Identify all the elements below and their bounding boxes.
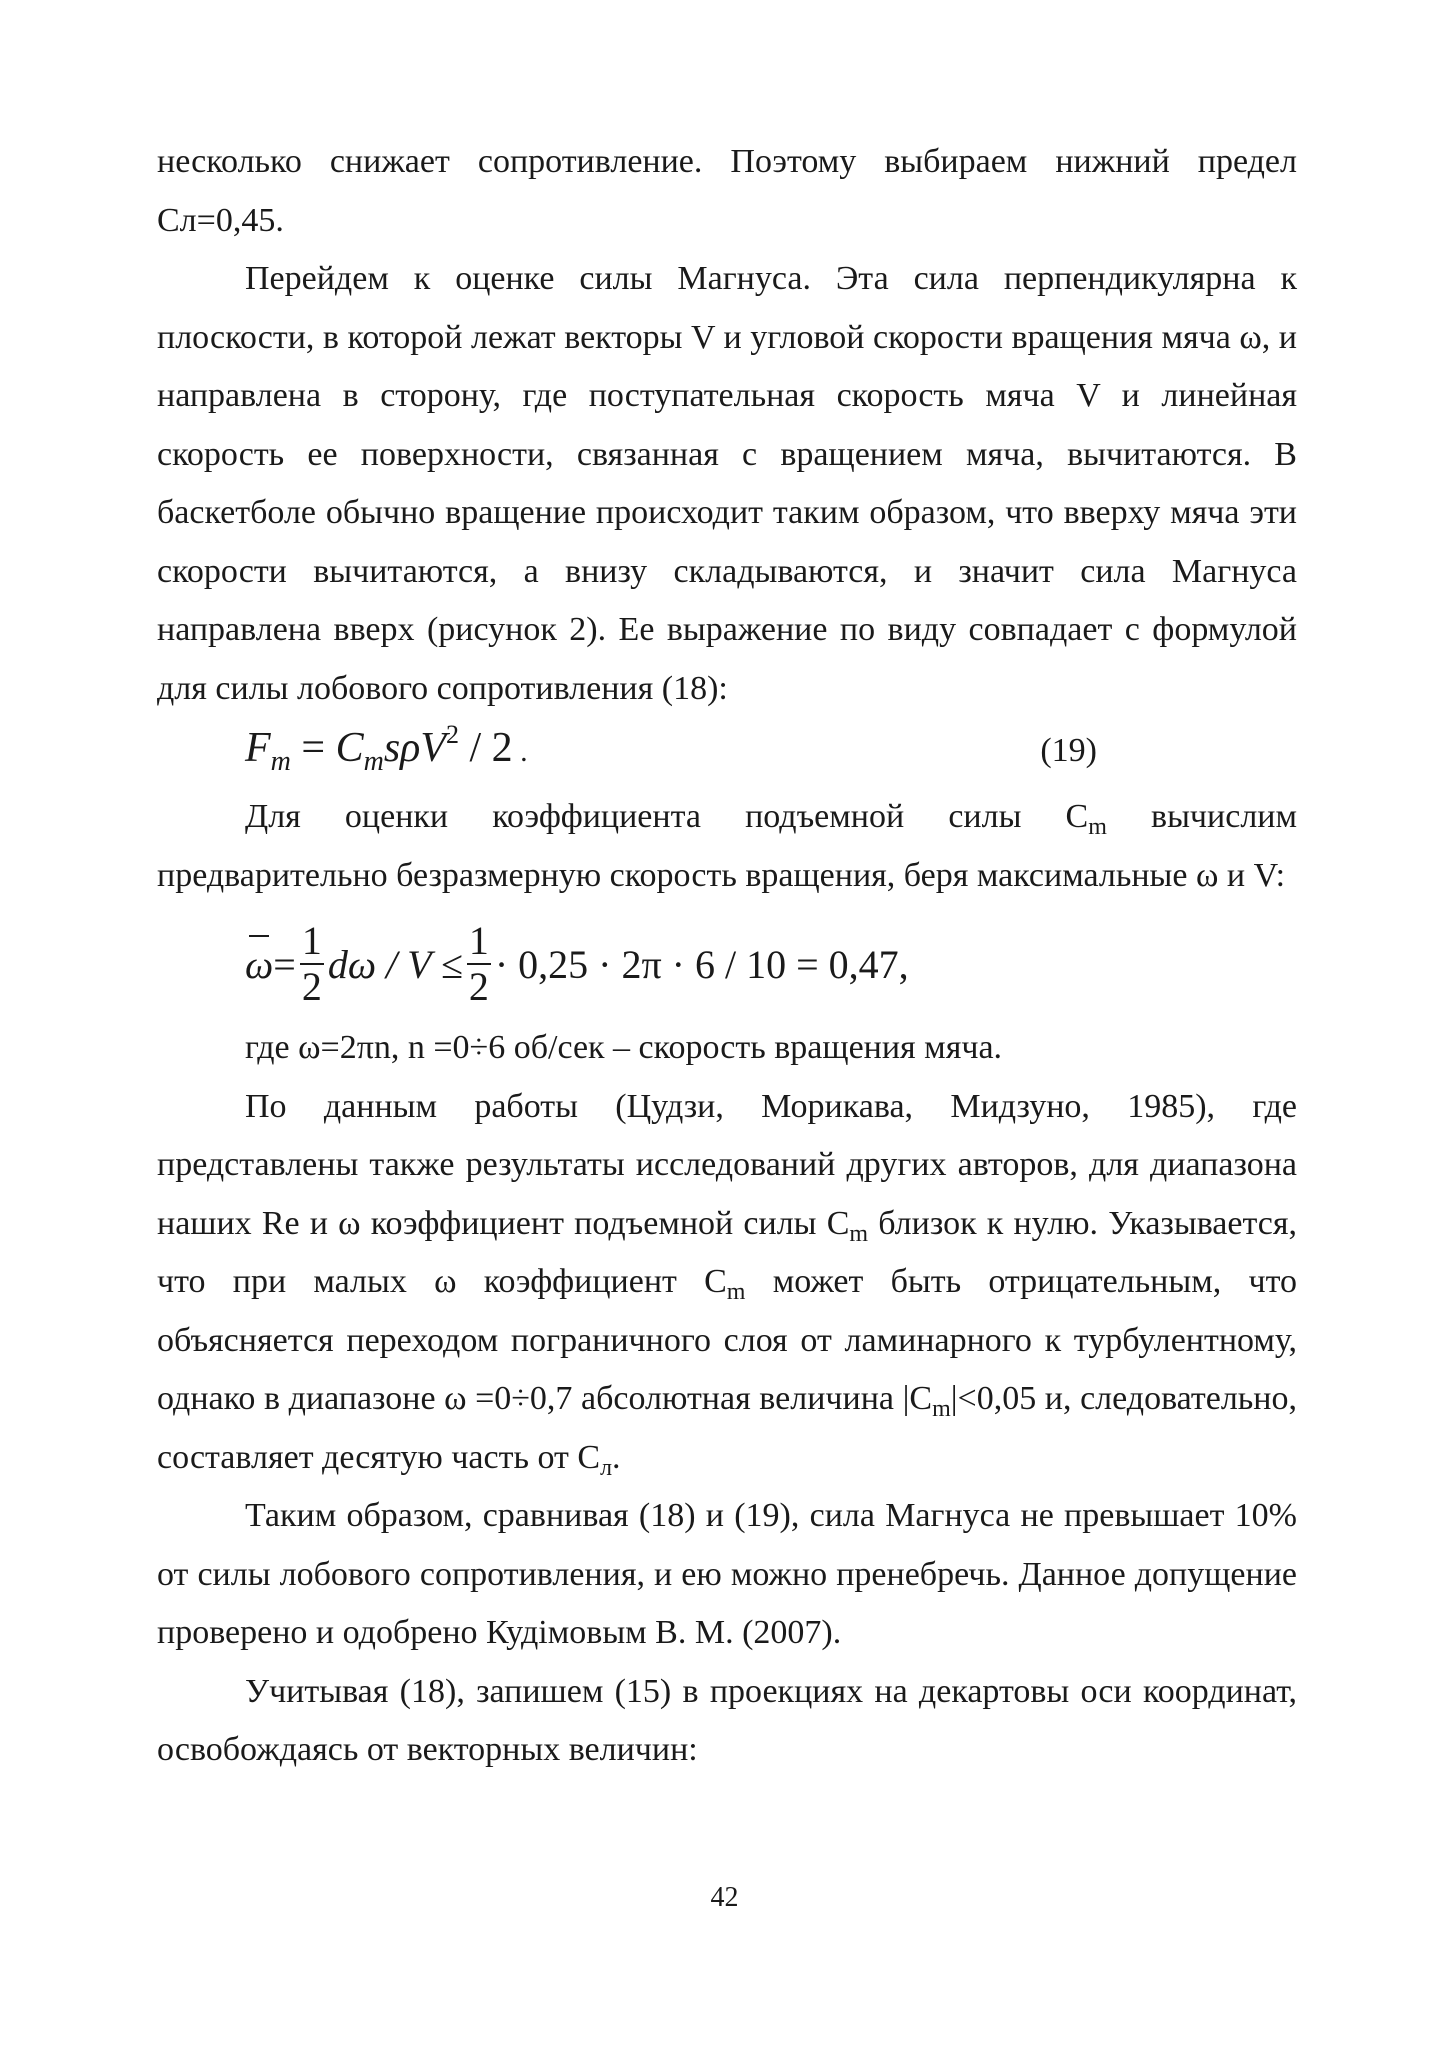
paragraph-conclusion: Таким образом, сравнивая (18) и (19), сила Магнуса не превышает 10% от силы лобового сопротивления, и ею можно пренебречь. Данное допущение проверено и одобрено Кудімовым В. М. (2007). [157, 1497, 1297, 1651]
subscript-m: m [932, 1396, 951, 1422]
formula-omega-bar [245, 909, 909, 1019]
paragraph-magnus-force: Перейдем к оценке силы Магнуса. Эта сила перпендикулярна к плоскости, в которой лежат векторы V и угловой скорости вращения мяча ω, и направлена в сторону, где поступательная скорость мяча V и линейная скорость ее поверхности, связанная с вращением мяча, вычитаются. В баскетболе обычно вращение происходит таким образом, что вверху мяча эти скорости вычитаются, а внизу складываются, и значит сила Магнуса направлена вверх (рисунок 2). Ее выражение по виду совпадает с формулой для силы лобового сопротивления (18): [157, 260, 1297, 707]
formula-period: . [512, 735, 528, 768]
fraction-numerator-2: 1 [468, 918, 489, 963]
formula-s-rho-v: sρV [383, 725, 446, 771]
subscript-m: m [849, 1220, 869, 1247]
text-segment: вычислим предварительно безразмерную скорость вращения, беря максимальные ω и V: [157, 798, 1297, 894]
formula-subscript-m-2: m [363, 746, 384, 777]
paragraph-lift-coefficient [157, 788, 1297, 905]
text-segment: По данным работы (Цудзи, Морикава, Мидзуно, 1985), где представлены также результаты исследований других авторов, для диапазона наших Re и ω коэффициент подъемной силы C [157, 1087, 1297, 1242]
formula-symbol-f: F [245, 725, 271, 771]
text-segment: может быть отрицательным, что объясняется переходом пограничного слоя от ламинарного к турбулентному, однако в диапазоне ω =0÷0,7 абсолютная величина |C [157, 1263, 1297, 1417]
text-where-omega: где ω=2πn, n =0÷6 об/сек – скорость вращения мяча. [245, 1029, 1003, 1066]
subscript-l: л [600, 1454, 613, 1481]
page-number: 42 [710, 1882, 739, 1913]
omega-bar-symbol: ω [245, 941, 274, 987]
paragraph-tsuji-data [157, 1078, 1297, 1488]
formula-symbol-c: C [335, 725, 364, 771]
text-segment: Для оценки коэффициента подъемной силы C [245, 798, 1089, 835]
fraction-numerator: 1 [301, 918, 322, 963]
formula-19 [245, 720, 528, 777]
fraction-denominator-2: 2 [468, 964, 489, 1009]
formula-equals-2: = [273, 941, 296, 987]
text-segment: |<0,05 и, следовательно, составляет десятую часть от C [157, 1380, 1297, 1476]
fraction-one-half-2 [467, 919, 491, 1009]
text-segment: . [612, 1438, 621, 1476]
formula-exponent: 2 [446, 720, 459, 749]
formula-equals: = [290, 725, 336, 771]
page-content [157, 133, 1297, 1780]
equation-number-19: (19) [1040, 732, 1097, 769]
subscript-m: m [726, 1279, 746, 1305]
text-line-1: несколько снижает сопротивление. Поэтому выбираем нижний предел [157, 143, 1297, 180]
formula-subscript-m: m [270, 746, 291, 777]
subscript-m: m [1088, 814, 1107, 840]
text-segment: близок к нулю. Указывается, что при малых ω коэффициент C [157, 1204, 1297, 1300]
formula-d-omega-v: dω / V ≤ [327, 941, 463, 987]
fraction-denominator: 2 [301, 964, 322, 1009]
fraction-one-half [300, 919, 324, 1009]
formula-divide-two: / 2 [459, 725, 513, 771]
formula-magnus-force [157, 718, 1297, 788]
formula-numeric-result: · 0,25 · 2π · 6 / 10 = 0,47, [494, 941, 909, 987]
paragraph-projections: Учитывая (18), запишем (15) в проекциях на декартовы оси координат, освобождаясь от векторных величин: [157, 1672, 1297, 1768]
formula-dimensionless-spin [157, 909, 1297, 1019]
text-line-2: Сл=0,45. [157, 201, 284, 239]
